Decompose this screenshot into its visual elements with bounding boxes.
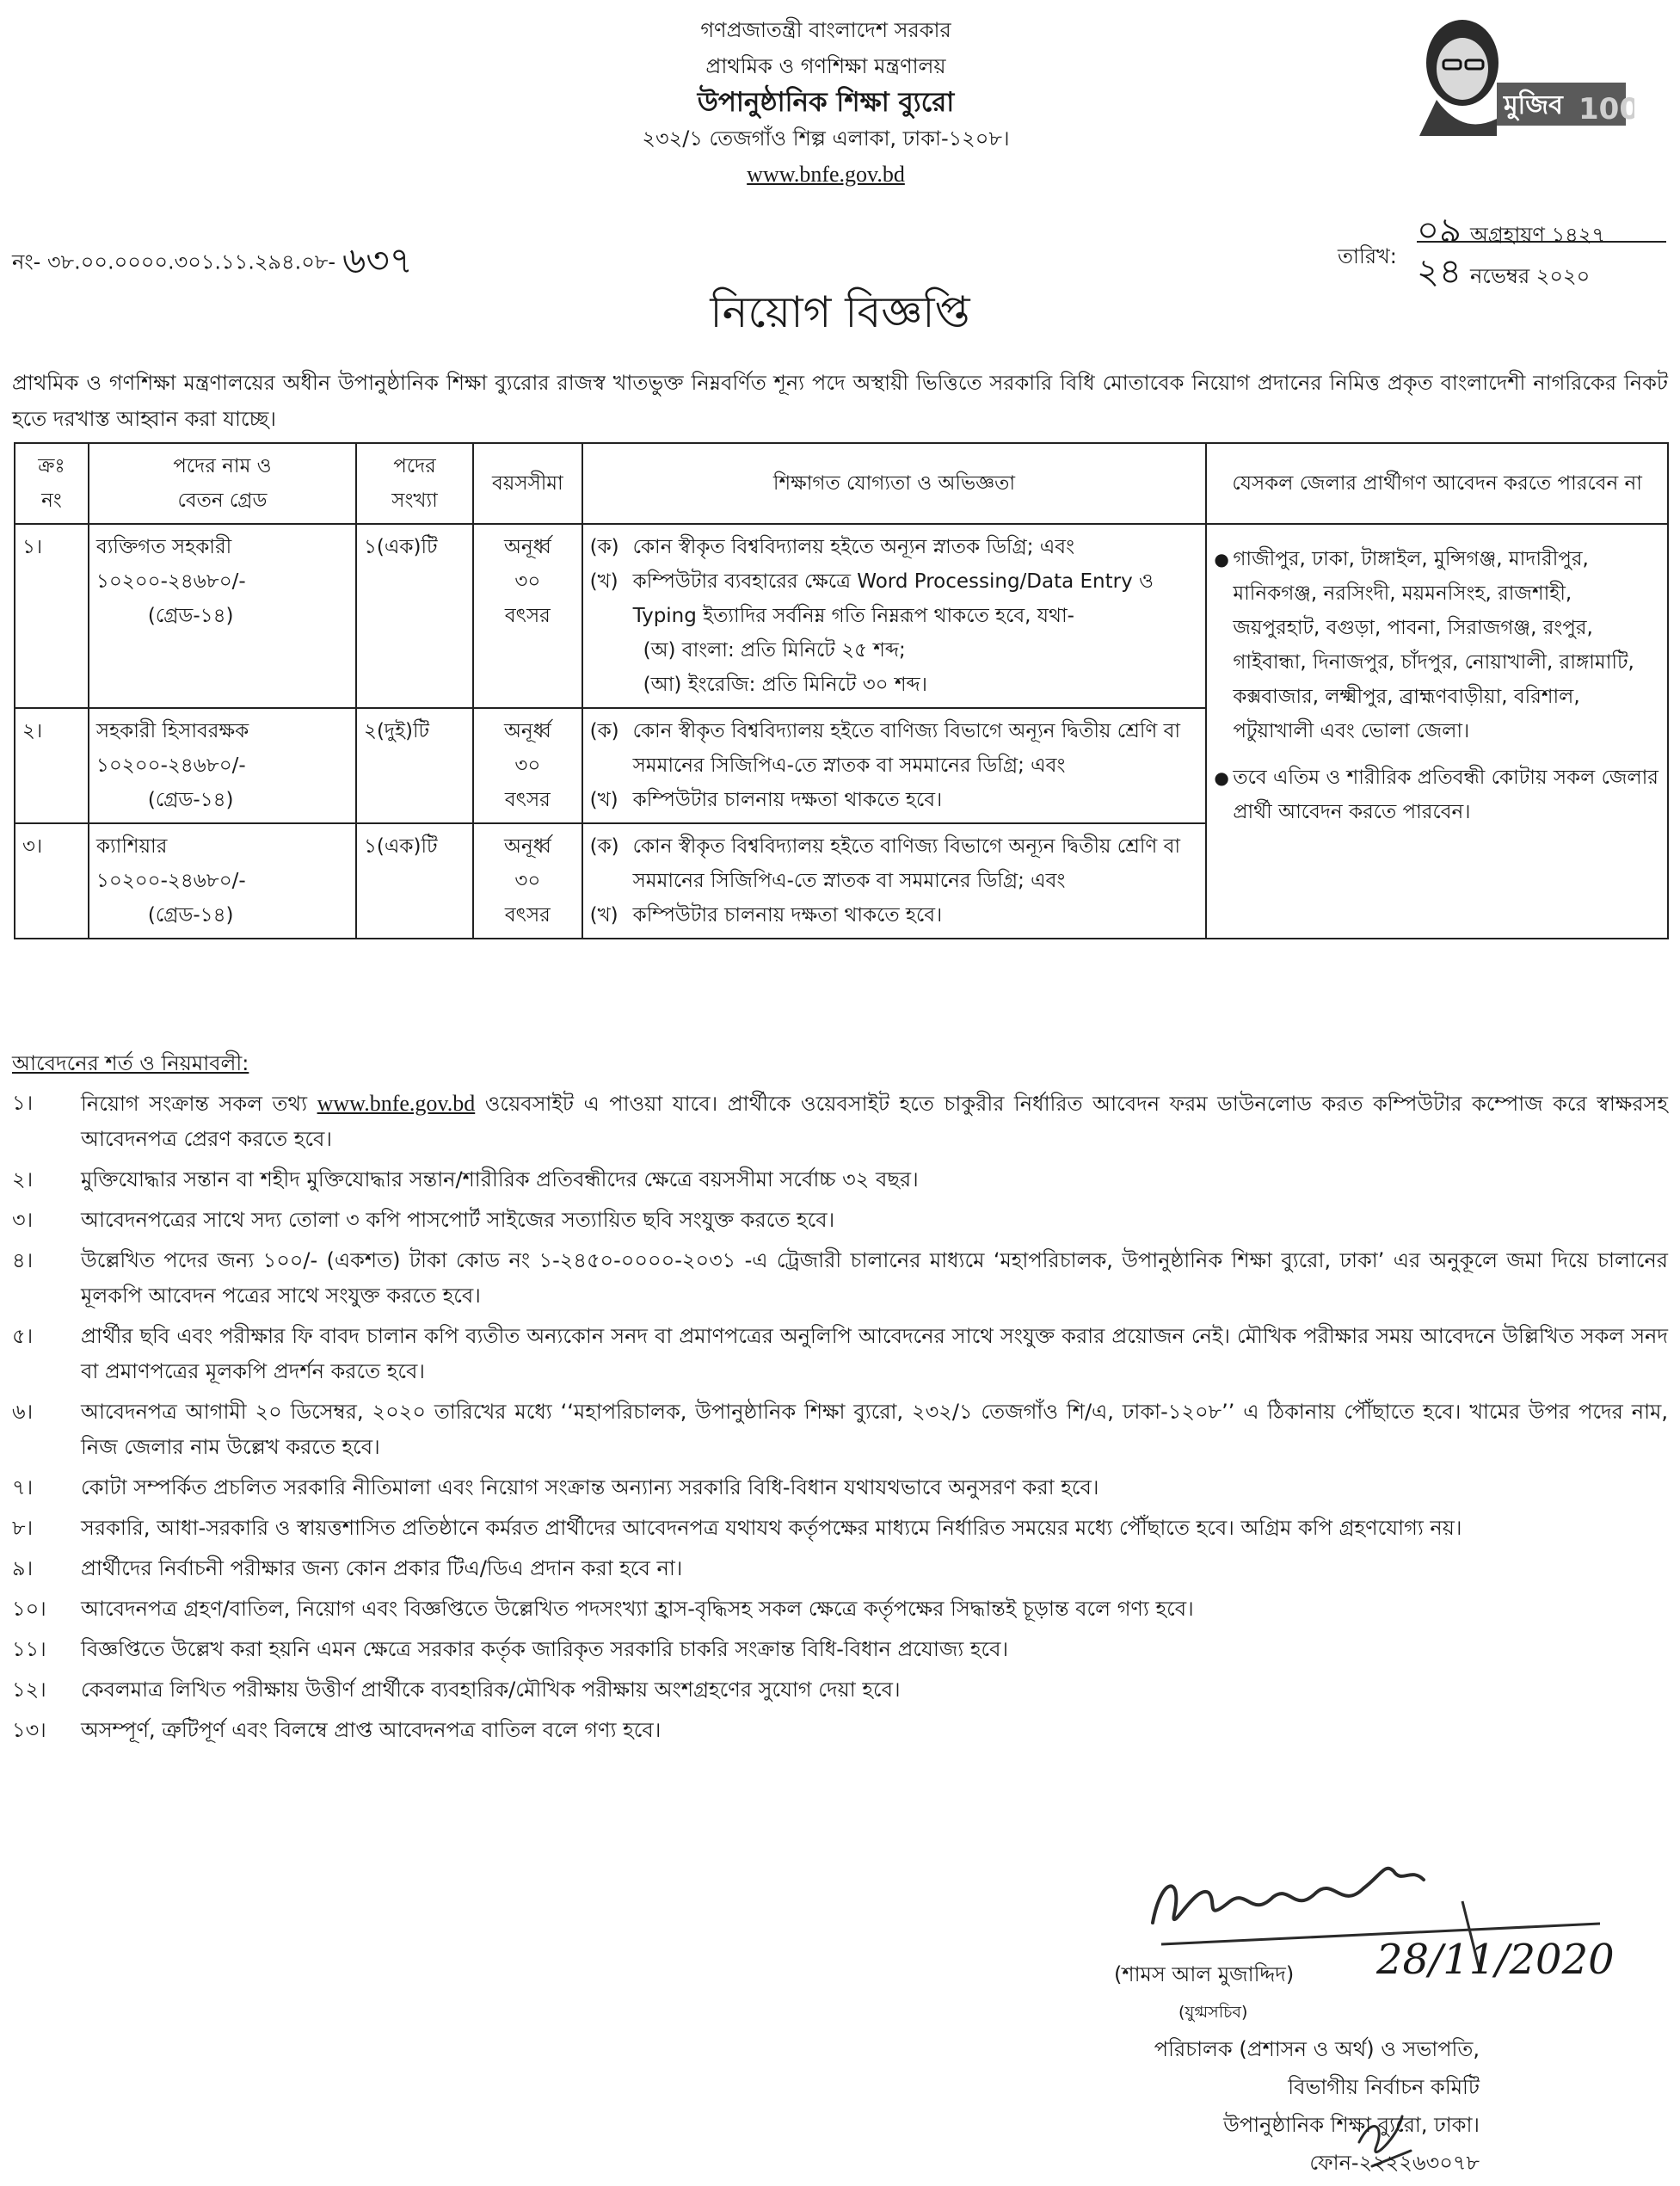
english-month: নভেম্বর ২০২০ bbox=[1469, 264, 1591, 288]
website-link[interactable]: www.bnfe.gov.bd bbox=[747, 162, 905, 187]
list-item: ৪। উল্লেখিত পদের জন্য ১০০/- (একশত) টাকা কোড নং ১-২৪৫০-০০০০-২০৩১ -এ ট্রেজারী চালানের মাধ্যমে ‘মহাপরিচালক, উপানুষ্ঠানিক শিক্ষা ব্যুরো, ঢাকা’ এর অনুকূলে জমা দিয়ে চালানের মূলকপি আবেদন পত্রের সাথে সংযুক্ত করতে হবে। bbox=[12, 1248, 1668, 1308]
header-post-count: পদের সংখ্যা bbox=[356, 443, 473, 524]
signatory-phone: ফোন-২২২২৬৩০৭৮ bbox=[1309, 2151, 1480, 2175]
row-serial: ১। bbox=[15, 524, 89, 708]
typing-speed-english: (আ) ইংরেজি: প্রতি মিনিটে ৩০ শব্দ। bbox=[643, 674, 927, 696]
row-qualification bbox=[582, 823, 1207, 939]
qualification-item: (খ) কম্পিউটার ব্যবহারের ক্ষেত্রে Word Processing/Data Entry ও Typing ইত্যাদির সর্বনিম্ন গতি নিম্নরূপ থাকতে হবে, যথা- bbox=[589, 570, 1154, 627]
post-scale: ১০২০০-২৪৬৮০/- bbox=[95, 754, 246, 777]
office-address: ২৩২/১ তেজগাঁও শিল্প এলাকা, ঢাকা-১২০৮। bbox=[642, 126, 1010, 151]
header-age-limit: বয়সসীমা bbox=[473, 443, 582, 524]
mujib-100-logo-icon bbox=[1402, 7, 1634, 136]
list-item: ২। মুক্তিযোদ্ধার সন্তান বা শহীদ মুক্তিযোদ্ধার সন্তান/শারীরিক প্রতিবন্ধীদের ক্ষেত্রে বয়সসীমা সর্বোচ্চ ৩২ বছর। bbox=[12, 1167, 919, 1192]
bangla-date bbox=[1417, 203, 1666, 250]
qualification-item: (খ) কম্পিউটার চালনায় দক্ষতা থাকতে হবে। bbox=[589, 904, 943, 927]
list-item: ৩। আবেদনপত্রের সাথে সদ্য তোলা ৩ কপি পাসপোর্ট সাইজের সত্যায়িত ছবি সংযুক্ত করতে হবে। bbox=[12, 1208, 835, 1232]
row-count: ১(এক)টি bbox=[356, 524, 473, 708]
posts-table bbox=[14, 442, 1669, 939]
english-day: ২৪ bbox=[1417, 252, 1462, 292]
list-item: ৭। কোটা সম্পর্কিত প্রচলিত সরকারি নীতিমালা এবং নিয়োগ সংক্রান্ত অন্যান্য সরকারি বিধি-বিধান যথাযথভাবে অনুসরণ করা হবে। bbox=[12, 1475, 1099, 1499]
list-item: ১০। আবেদনপত্র গ্রহণ/বাতিল, নিয়োগ এবং বিজ্ঞপ্তিতে উল্লেখিত পদসংখ্যা হ্রাস-বৃদ্ধিসহ সকল ক্ষেত্রে কর্তৃপক্ষের সিদ্ধান্তই চূড়ান্ত বলে গণ্য হবে। bbox=[12, 1597, 1194, 1621]
terms-website-link[interactable]: www.bnfe.gov.bd bbox=[317, 1091, 476, 1116]
row-qualification bbox=[582, 708, 1207, 823]
header-serial: ক্রঃ নং bbox=[15, 443, 89, 524]
government-line: গণপ্রজাতন্ত্রী বাংলাদেশ সরকার bbox=[700, 18, 951, 42]
terms-list bbox=[12, 1086, 1668, 1753]
post-scale: ১০২০০-২৪৬৮০/- bbox=[95, 870, 246, 892]
header-qualification: শিক্ষাগত যোগ্যতা ও অভিজ্ঞতা bbox=[582, 443, 1207, 524]
svg-text:100: 100 bbox=[1578, 92, 1634, 126]
qualification-item: (ক) কোন স্বীকৃত বিশ্ববিদ্যালয় হইতে অন্যূন স্নাতক ডিগ্রি; এবং bbox=[589, 536, 1074, 558]
quota-exception-note: ● তবে এতিম ও শারীরিক প্রতিবন্ধী কোটায় সকল জেলার প্রার্থী আবেদন করতে পারবেন। bbox=[1214, 760, 1660, 829]
memo-handwritten-number: ৬৩৭ bbox=[342, 239, 413, 281]
list-item: ১৩। অসম্পূর্ণ, ত্রুটিপূর্ণ এবং বিলম্বে প্রাপ্ত আবেদনপত্র বাতিল বলে গণ্য হবে। bbox=[12, 1718, 662, 1742]
signatory-rank: (যুগ্মসচিব) bbox=[1178, 2003, 1248, 2022]
list-item: ৮। সরকারি, আধা-সরকারি ও স্বায়ত্তশাসিত প্রতিষ্ঠানে কর্মরত প্রার্থীদের আবেদনপত্র যথাযথ কর্তৃপক্ষের মাধ্যমে নির্ধারিত সময়ের মধ্যে পৌঁছাতে হবে। অগ্রিম কপি গ্রহণযোগ্য নয়। bbox=[12, 1516, 1462, 1540]
row-age: অনূর্ধ্ব ৩০ বৎসর bbox=[473, 524, 582, 708]
date-block bbox=[1338, 196, 1665, 291]
intro-paragraph: প্রাথমিক ও গণশিক্ষা মন্ত্রণালয়ের অধীন উপানুষ্ঠানিক শিক্ষা ব্যুরোর রাজস্ব খাতভুক্ত নিম্নবর্ণিত শূন্য পদে অস্থায়ী ভিত্তিতে সরকারি বিধি মোতাবেক নিয়োগ প্রদানের নিমিত্ত প্রকৃত বাংলাদেশী নাগরিকের নিকট হতে দরখাস্ত আহ্বান করা যাচ্ছে। bbox=[12, 371, 1668, 431]
list-item: ৫। প্রার্থীর ছবি এবং পরীক্ষার ফি বাবদ চালান কপি ব্যতীত অন্যকোন সনদ বা প্রমাণপত্রের অনুলিপি আবেদনের সাথে সংযুক্ত করার প্রয়োজন নেই। মৌখিক পরীক্ষার সময় আবেদনে উল্লিখিত সকল সনদ বা প্রমাণপত্রের মূলকপি প্রদর্শন করতে হবে। bbox=[12, 1324, 1668, 1383]
row-serial: ২। bbox=[15, 708, 89, 823]
post-name: সহকারী হিসাবরক্ষক bbox=[95, 720, 249, 742]
row-age: অনূর্ধ্ব ৩০ বৎসর bbox=[473, 708, 582, 823]
english-date bbox=[1417, 244, 1666, 292]
bangla-day: ০৯ bbox=[1417, 211, 1462, 250]
excluded-districts-list: ● গাজীপুর, ঢাকা, টাঙ্গাইল, মুন্সিগঞ্জ, মাদারীপুর, মানিকগঞ্জ, নরসিংদী, ময়মনসিংহ, রাজশাহী, জয়পুরহাট, বগুড়া, পাবনা, সিরাজগঞ্জ, রংপুর, গাইবান্ধা, দিনাজপুর, চাঁদপুর, নোয়াখালী, রাঙ্গামাটি, কক্সবাজার, লক্ষ্মীপুর, ব্রাহ্মণবাড়ীয়া, বরিশাল, পটুয়াখালী এবং ভোলা জেলা। bbox=[1214, 542, 1660, 748]
row-count: ২(দুই)টি bbox=[356, 708, 473, 823]
list-item: ৬। আবেদনপত্র আগামী ২০ ডিসেম্বর, ২০২০ তারিখের মধ্যে ‘‘মহাপরিচালক, উপানুষ্ঠানিক শিক্ষা ব্যুরো, ২৩২/১ তেজগাঁও শি/এ, ঢাকা-১২০৮’’ এ ঠিকানায় পৌঁছাতে হবে। খামের উপর পদের নাম, নিজ জেলার নাম উল্লেখ করতে হবে। bbox=[12, 1400, 1668, 1459]
row-post bbox=[89, 708, 356, 823]
post-scale: ১০২০০-২৪৬৮০/- bbox=[95, 570, 246, 593]
table-header-row bbox=[15, 443, 1668, 524]
table-row bbox=[15, 524, 1668, 708]
letterhead bbox=[482, 12, 1170, 193]
row-post bbox=[89, 823, 356, 939]
post-grade: (গ্রেড-১৪) bbox=[147, 904, 234, 927]
header-post-name: পদের নাম ও বেতন গ্রেড bbox=[89, 443, 356, 524]
bullet-icon: ● bbox=[1214, 767, 1229, 788]
signatory-designation: পরিচালক (প্রশাসন ও অর্থ) ও সভাপতি, বিভাগীয় নির্বাচন কমিটি উপানুষ্ঠানিক শিক্ষা ব্যুরো, ঢাকা। ফোন-২২২২৬৩০৭৮ bbox=[1032, 2030, 1480, 2182]
signature-block bbox=[1032, 1841, 1669, 2185]
header-excluded-districts: যেসকল জেলার প্রার্থীগণ আবেদন করতে পারবেন না bbox=[1206, 443, 1668, 524]
post-name: ক্যাশিয়ার bbox=[95, 835, 168, 858]
row-post bbox=[89, 524, 356, 708]
row-age: অনূর্ধ্ব ৩০ বৎসর bbox=[473, 823, 582, 939]
date-label: তারিখ: bbox=[1338, 244, 1397, 268]
row-serial: ৩। bbox=[15, 823, 89, 939]
list-item: ৯। প্রার্থীদের নির্বাচনী পরীক্ষার জন্য কোন প্রকার টিএ/ডিএ প্রদান করা হবে না। bbox=[12, 1556, 683, 1580]
memo-label: নং- ৩৮.০০.০০০০.৩০১.১১.২৯৪.০৮- bbox=[12, 249, 336, 274]
list-item: ১। নিয়োগ সংক্রান্ত সকল তথ্য www.bnfe.gov.bd ওয়েবসাইট এ পাওয়া যাবে। প্রার্থীকে ওয়েবসাইট হতে চাকুরীর নির্ধারিত আবেদন ফরম ডাউনলোড করত কম্পিউটার কম্পোজ করে স্বাক্ষরসহ আবেদনপত্র প্রেরণ করতে হবে। bbox=[12, 1091, 1668, 1151]
list-item: ১১। বিজ্ঞপ্তিতে উল্লেখ করা হয়নি এমন ক্ষেত্রে সরকার কর্তৃক জারিকৃত সরকারি চাকরি সংক্রান্ত বিধি-বিধান প্রযোজ্য হবে। bbox=[12, 1637, 1009, 1661]
row-count: ১(এক)টি bbox=[356, 823, 473, 939]
notice-title: নিয়োগ বিজ্ঞপ্তি bbox=[710, 287, 970, 337]
bangla-month: অগ্রহায়ণ ১৪২৭ bbox=[1469, 223, 1605, 247]
post-grade: (গ্রেড-১৪) bbox=[147, 789, 234, 811]
row-qualification bbox=[582, 524, 1207, 708]
logo-mujib-text: মুজিব bbox=[1504, 90, 1563, 120]
bullet-icon: ● bbox=[1214, 549, 1229, 570]
post-grade: (গ্রেড-১৪) bbox=[147, 605, 234, 627]
terms-heading: আবেদনের শর্ত ও নিয়মাবলী: bbox=[12, 1051, 249, 1075]
qualification-item: (ক) কোন স্বীকৃত বিশ্ববিদ্যালয় হইতে বাণিজ্য বিভাগে অন্যূন দ্বিতীয় শ্রেণি বা সমমানের সিজিপিএ-তে স্নাতক বা সমমানের ডিগ্রি; এবং bbox=[589, 835, 1181, 892]
qualification-item: (খ) কম্পিউটার চালনায় দক্ষতা থাকতে হবে। bbox=[589, 789, 943, 811]
post-name: ব্যক্তিগত সহকারী bbox=[95, 536, 232, 558]
signatory-name: (শামস আল মুজাদ্দিদ) bbox=[1114, 1962, 1295, 1986]
ministry-line: প্রাথমিক ও গণশিক্ষা মন্ত্রণালয় bbox=[705, 54, 946, 78]
typing-speed-bangla: (অ) বাংলা: প্রতি মিনিটে ২৫ শব্দ; bbox=[643, 639, 906, 662]
qualification-item: (ক) কোন স্বীকৃত বিশ্ববিদ্যালয় হইতে বাণিজ্য বিভাগে অন্যূন দ্বিতীয় শ্রেণি বা সমমানের সিজিপিএ-তে স্নাতক বা সমমানের ডিগ্রি; এবং bbox=[589, 720, 1181, 777]
signature-handwritten-date: 28/11/2020 bbox=[1376, 1936, 1615, 1984]
excluded-districts-cell bbox=[1206, 524, 1668, 939]
list-item: ১২। কেবলমাত্র লিখিত পরীক্ষায় উত্তীর্ণ প্রার্থীকে ব্যবহারিক/মৌখিক পরীক্ষায় অংশগ্রহণের সুযোগ দেয়া হবে। bbox=[12, 1678, 901, 1702]
office-name: উপানুষ্ঠানিক শিক্ষা ব্যুরো bbox=[697, 87, 955, 118]
